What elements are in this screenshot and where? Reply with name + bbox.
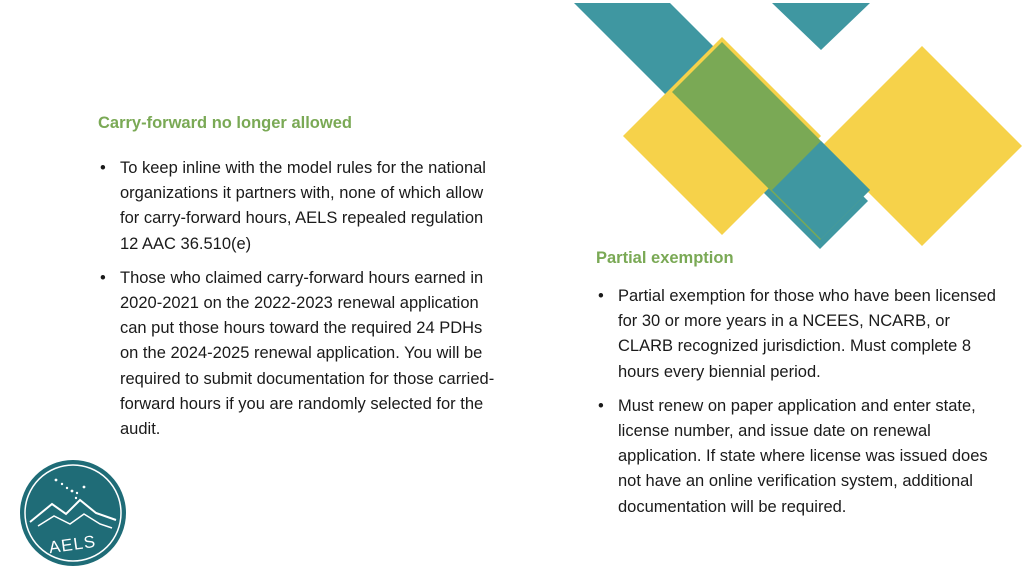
bullet-icon: • [100, 268, 106, 287]
list-item [596, 394, 996, 520]
logo-text: AELS [47, 531, 98, 558]
right-bullet-list [596, 284, 996, 529]
left-section-heading: Carry-forward no longer allowed [98, 114, 352, 132]
right-section-heading: Partial exemption [596, 249, 734, 267]
teal-triangle-shape [772, 3, 870, 50]
bullet-icon: • [100, 159, 106, 177]
list-item [98, 266, 498, 442]
bullet-text: To keep inline with the model rules for the national organizations it partners with, none of which allow for carry-forward hours, AELS repealed regulation 12 AAC 36.510(e) [120, 159, 486, 253]
bullet-icon: • [598, 287, 604, 305]
aels-mountain-logo-icon [18, 458, 128, 568]
bullet-text: Must renew on paper application and enter state, license number, and issue date on renewal application. If state where license was issued does not have an online verification system, additional documentation will be required. [618, 396, 988, 516]
bullet-text: Partial exemption for those who have been licensed for 30 or more years in a NCEES, NCARB, or CLARB recognized jurisdiction. Must complete 8 hours every biennial period. [618, 287, 996, 381]
bullet-icon: • [598, 396, 604, 415]
list-item [98, 156, 498, 257]
left-bullet-list [98, 156, 498, 451]
bullet-text: Those who claimed carry-forward hours earned in 2020-2021 on the 2022-2023 renewal application can put those hours toward the required 24 PDHs on the 2024-2025 renewal application. You will be required to submit documentation for those carried-forward hours if you are randomly selected for the audit. [120, 268, 495, 439]
list-item [596, 284, 996, 385]
